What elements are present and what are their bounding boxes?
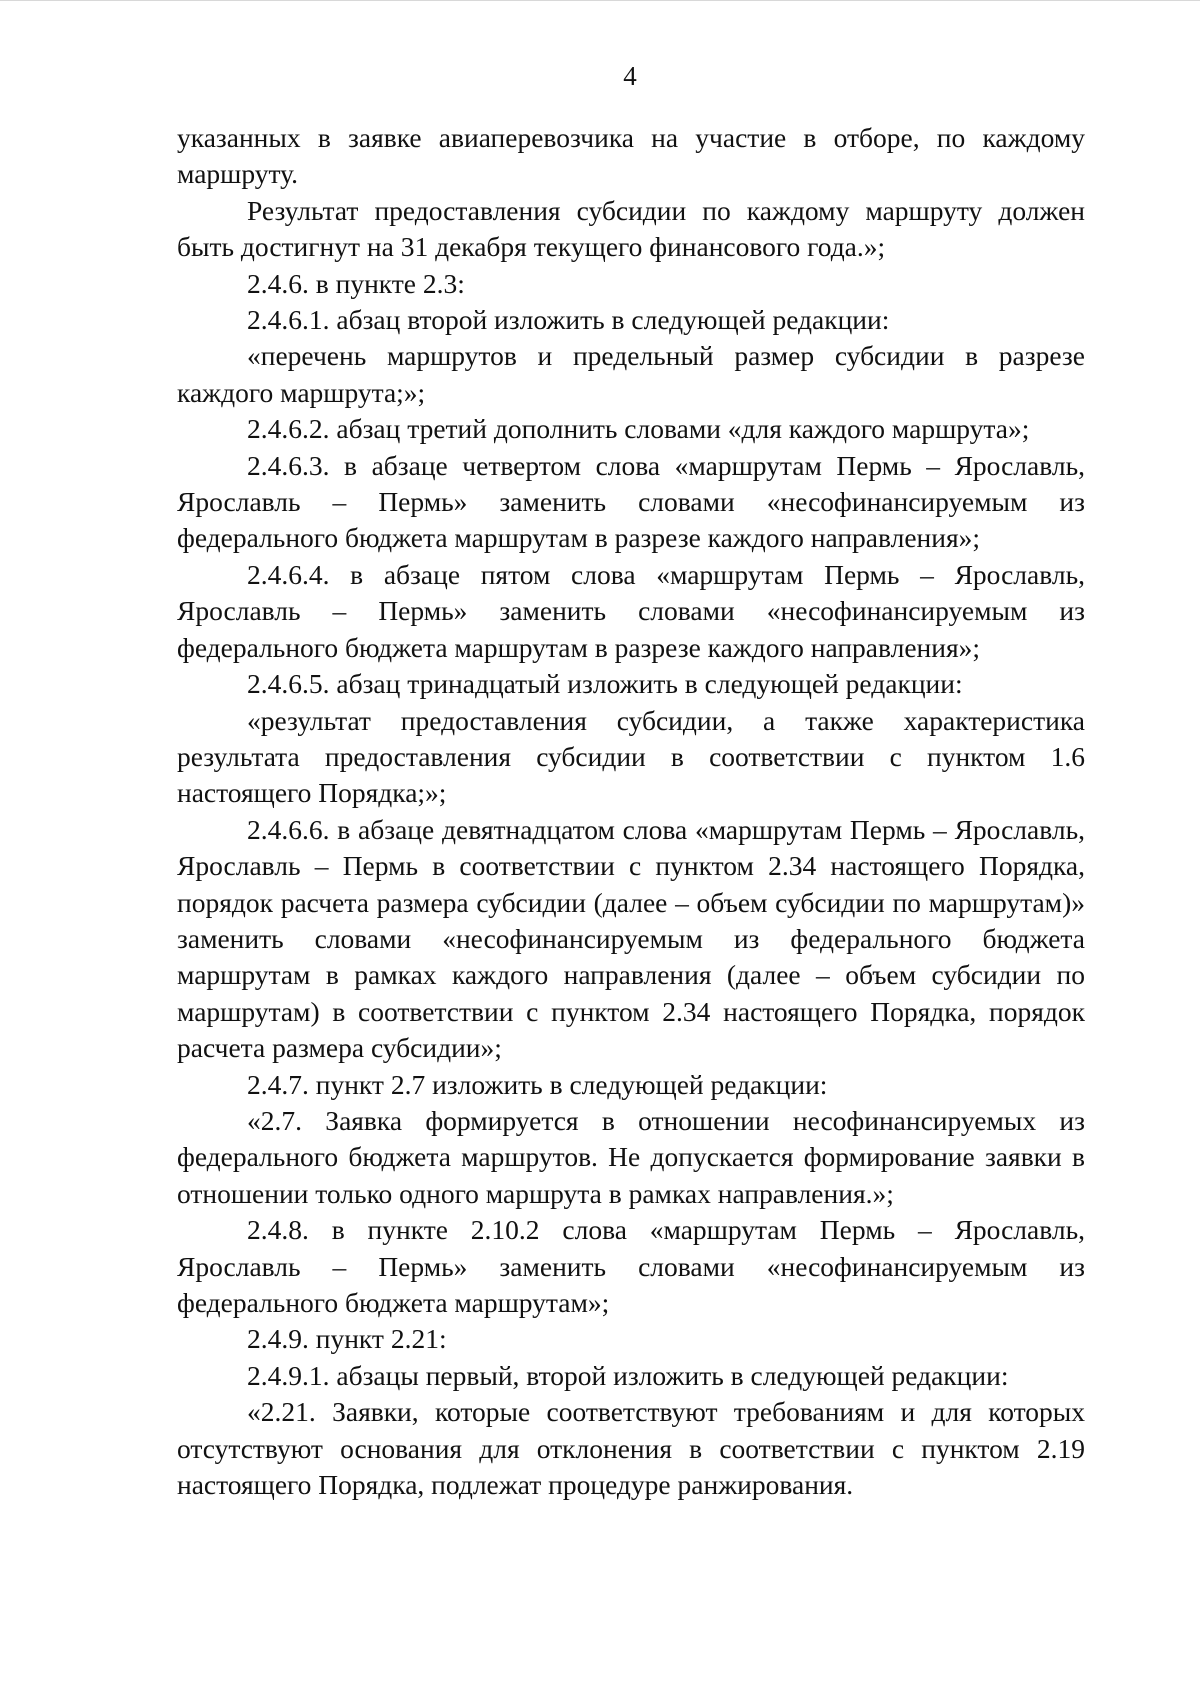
- paragraph: 2.4.6.3. в абзаце четвертом слова «маршрутам Пермь – Ярославль, Ярославль – Пермь» заменить словами «несофинансируемым из федерального бюджета маршрутам в разрезе каждого направления»;: [177, 449, 1085, 554]
- paragraph: 2.4.6. в пункте 2.3:: [247, 267, 465, 299]
- paragraph: 2.4.6.1. абзац второй изложить в следующей редакции:: [247, 304, 890, 336]
- page-number: 4: [623, 61, 637, 91]
- paragraph: «2.21. Заявки, которые соответствуют требованиям и для которых отсутствуют основания для отклонения в соответствии с пунктом 2.19 настоящего Порядка, подлежат процедуре ранжирования.: [177, 1396, 1085, 1501]
- document-body: [177, 120, 1085, 1503]
- paragraph: 2.4.8. в пункте 2.10.2 слова «маршрутам Пермь – Ярославль, Ярославль – Пермь» заменить словами «несофинансируемым из федерального бюджета маршрутам»;: [177, 1214, 1085, 1318]
- paragraph: 2.4.9. пункт 2.21:: [247, 1323, 447, 1355]
- paragraph: 2.4.6.5. абзац тринадцатый изложить в следующей редакции:: [247, 668, 963, 700]
- paragraph: «перечень маршрутов и предельный размер субсидии в разрезе каждого маршрута;»;: [177, 340, 1085, 408]
- paragraph: 2.4.9.1. абзацы первый, второй изложить в следующей редакции:: [247, 1359, 1009, 1391]
- paragraph: Результат предоставления субсидии по каждому маршруту должен быть достигнут на 31 декабря текущего финансового года.»;: [177, 194, 1085, 263]
- paragraph: указанных в заявке авиаперевозчика на участие в отборе, по каждому маршруту.: [177, 122, 1085, 190]
- paragraph: 2.4.6.2. абзац третий дополнить словами «для каждого маршрута»;: [247, 413, 1030, 445]
- paragraph: 2.4.6.6. в абзаце девятнадцатом слова «маршрутам Пермь – Ярославль, Ярославль – Пермь в соответствии с пунктом 2.34 настоящего Порядка, порядок расчета размера субсидии (далее – объем субсидии по маршрутам)» заменить словами «несофинансируемым из федерального бюджета маршрутам в рамках каждого направления (далее – объем субсидии по маршрутам) в соответствии с пунктом 2.34 настоящего Порядка, порядок расчета размера субсидии»;: [177, 813, 1085, 1064]
- paragraph: «результат предоставления субсидии, а также характеристика результата предоставления субсидии в соответствии с пунктом 1.6 настоящего Порядка;»;: [177, 704, 1085, 809]
- paragraph: 2.4.6.4. в абзаце пятом слова «маршрутам Пермь – Ярославль, Ярославль – Пермь» заменить словами «несофинансируемым из федерального бюджета маршрутам в разрезе каждого направления»;: [177, 558, 1085, 663]
- paragraph: 2.4.7. пункт 2.7 изложить в следующей редакции:: [247, 1068, 828, 1100]
- paragraph: «2.7. Заявка формируется в отношении несофинансируемых из федерального бюджета маршрутов. Не допускается формирование заявки в отношении только одного маршрута в рамках направления.»;: [177, 1104, 1085, 1209]
